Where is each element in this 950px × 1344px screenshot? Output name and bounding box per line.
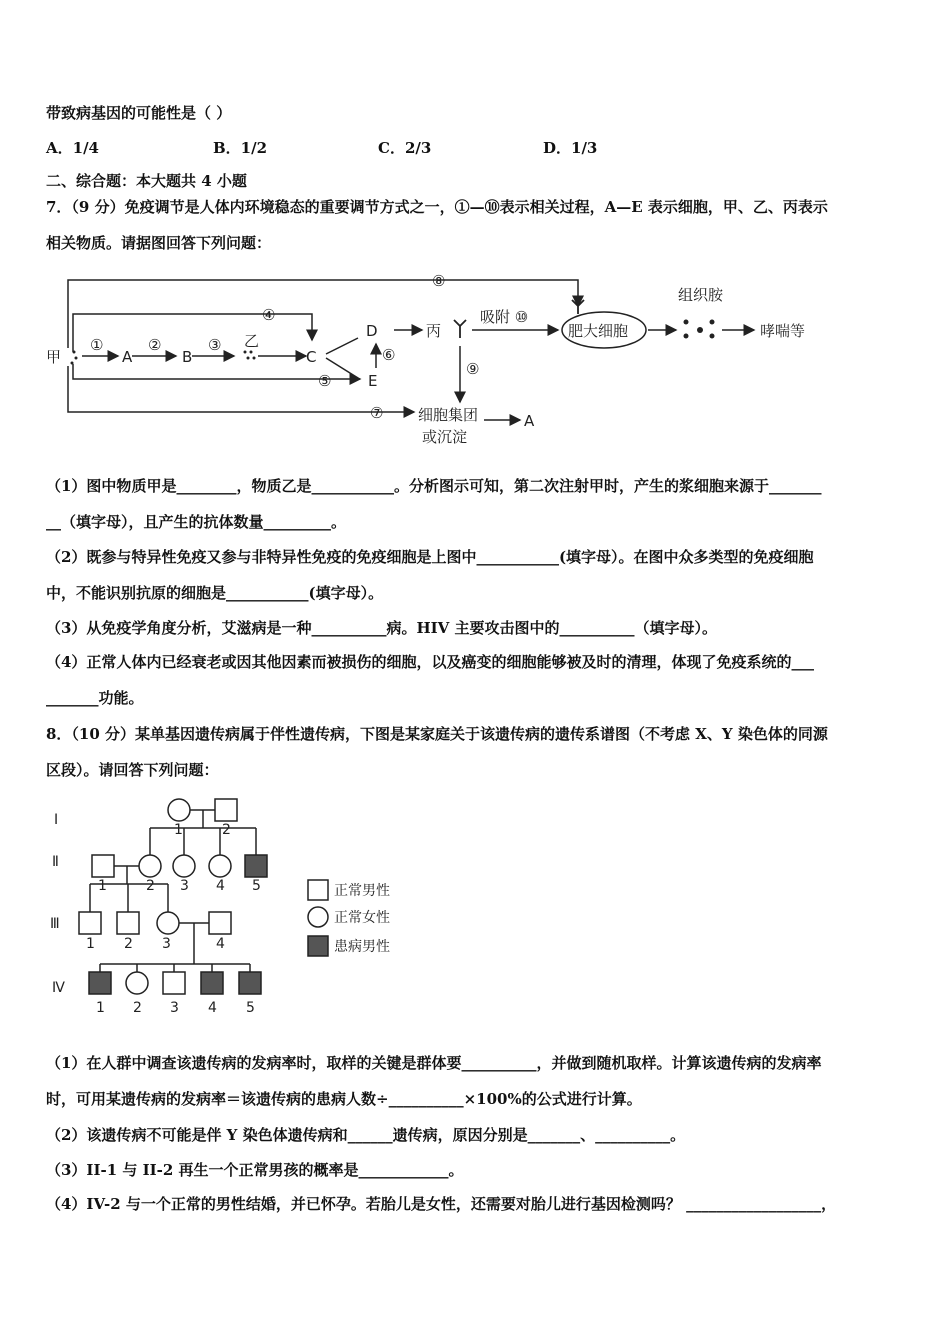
step-2: ②	[148, 336, 162, 354]
q7-part2-line2: 中，不能识别抗原的细胞是___________(填字母）。	[46, 584, 384, 602]
q7-part4-line2: _______功能。	[46, 689, 144, 707]
mast-cell: 肥大细胞	[568, 322, 629, 340]
cell-d: D	[366, 322, 378, 340]
svg-text:2: 2	[146, 878, 155, 894]
q6-option-b: B．1/2	[213, 139, 268, 157]
svg-text:5: 5	[246, 1000, 255, 1016]
svg-text:1: 1	[96, 1000, 105, 1016]
ii-5-affected-male	[245, 855, 267, 877]
q7-part3: （3）从免疫学角度分析，艾滋病是一种__________病。HIV 主要攻击图中的__________（填字母）。	[46, 619, 717, 637]
q7-stem-line2: 相关物质。请据图回答下列问题：	[46, 234, 272, 252]
q7-part1-line1: （1）图中物质甲是________，物质乙是___________。分析图示可知，第二次注射甲时，产生的浆细胞来源于_______	[46, 477, 822, 495]
step-8: ⑧	[432, 272, 446, 290]
q8-part1-line2: 时，可用某遗传病的发病率＝该遗传病的患病人数÷__________×100%的公式进行计算。	[46, 1090, 642, 1108]
step-4: ④	[262, 306, 276, 324]
cell-b: B	[182, 348, 193, 366]
gen-ii-label: Ⅱ	[52, 854, 59, 870]
cell-cluster-line2: 或沉淀	[422, 428, 468, 446]
q8-part1-line1: （1）在人群中调查该遗传病的发病率时，取样的关键是群体要__________，并做到随机取样。计算该遗传病的发病率	[46, 1054, 822, 1072]
svg-text:5: 5	[252, 878, 261, 894]
legend-affected-male-icon	[308, 936, 328, 956]
antibody-icon	[454, 320, 466, 338]
iv-5-affected-male	[239, 972, 261, 994]
iv-1-affected-male	[89, 972, 111, 994]
gen-i-label: Ⅰ	[54, 812, 59, 828]
svg-text:1: 1	[98, 878, 107, 894]
iv-2-normal-female	[126, 972, 148, 994]
svg-text:4: 4	[216, 936, 225, 952]
svg-text:1: 1	[174, 822, 183, 838]
histamine: 组织胺	[678, 286, 724, 304]
gen-iv-label: Ⅳ	[52, 980, 65, 996]
q8-stem-line1: 8．（10 分）某单基因遗传病属于伴性遗传病，下图是某家庭关于该遗传病的遗传系谱图（不考虑 X、Y 染色体的同源	[46, 725, 828, 743]
label-bing: 丙	[426, 322, 442, 340]
pedigree-chart	[40, 792, 420, 1032]
legend-affected-male: 患病男性	[334, 939, 390, 955]
q6-option-a: A．1/4	[46, 139, 99, 157]
label-yi: 乙	[244, 332, 260, 350]
iii-3-normal-female	[157, 912, 179, 934]
svg-text:1: 1	[86, 936, 95, 952]
step-7: ⑦	[370, 404, 384, 422]
cell-c: C	[306, 348, 317, 366]
cluster-end-a: A	[524, 412, 535, 430]
cell-e: E	[368, 372, 378, 390]
step-1: ①	[90, 336, 104, 354]
step-10-adsorb: 吸附 ⑩	[480, 308, 529, 326]
immune-regulation-diagram	[40, 268, 840, 453]
step-5: ⑤	[318, 372, 332, 390]
q6-option-d: D．1/3	[543, 139, 598, 157]
svg-text:4: 4	[216, 878, 225, 894]
q6-stem-tail: 带致病基因的可能性是（ ）	[46, 104, 232, 122]
svg-text:2: 2	[124, 936, 133, 952]
legend-normal-female: 正常女性	[334, 910, 390, 926]
gen-iii-label: Ⅲ	[50, 916, 60, 932]
q7-stem-line1: 7．（9 分）免疫调节是人体内环境稳态的重要调节方式之一，①—⑩表示相关过程，A—E 表示细胞，甲、乙、丙表示	[46, 198, 828, 216]
step-3: ③	[208, 336, 222, 354]
cell-cluster-line1: 细胞集团	[418, 406, 479, 424]
q8-part4: （4）IV-2 与一个正常的男性结婚，并已怀孕。若胎儿是女性，还需要对胎儿进行基因检测吗？ __________________，	[46, 1195, 837, 1213]
iii-4-normal-male	[209, 912, 231, 934]
step-9: ⑨	[466, 360, 480, 378]
label-jia: 甲	[46, 348, 62, 366]
cell-a: A	[122, 348, 133, 366]
i-2-normal-male	[215, 799, 237, 821]
iii-1-normal-male	[79, 912, 101, 934]
ii-2-normal-female	[139, 855, 161, 877]
iii-2-normal-male	[117, 912, 139, 934]
q6-option-c: C．2/3	[378, 139, 432, 157]
ii-1-normal-male	[92, 855, 114, 877]
section-title: 二、综合题：本大题共 4 小题	[46, 172, 247, 190]
svg-text:2: 2	[222, 822, 231, 838]
iv-3-normal-male	[163, 972, 185, 994]
legend-normal-female-icon	[308, 907, 328, 927]
legend-normal-male-icon	[308, 880, 328, 900]
svg-text:3: 3	[170, 1000, 179, 1016]
legend-normal-male: 正常男性	[334, 883, 390, 899]
q7-part2-line1: （2）既参与特异性免疫又参与非特异性免疫的免疫细胞是上图中___________(填字母）。在图中众多类型的免疫细胞	[46, 548, 814, 566]
step-6: ⑥	[382, 346, 396, 364]
svg-text:2: 2	[133, 1000, 142, 1016]
q8-part2: （2）该遗传病不可能是伴 Y 染色体遗传病和______遗传病，原因分别是_______、__________。	[46, 1126, 686, 1144]
svg-text:3: 3	[162, 936, 171, 952]
svg-text:3: 3	[180, 878, 189, 894]
svg-text:4: 4	[208, 1000, 217, 1016]
ii-4-normal-female	[209, 855, 231, 877]
asthma: 哮喘等	[760, 322, 806, 340]
iv-4-affected-male	[201, 972, 223, 994]
q8-part3: （3）II-1 与 II-2 再生一个正常男孩的概率是____________。	[46, 1161, 464, 1179]
q7-part4-line1: （4）正常人体内已经衰老或因其他因素而被损伤的细胞，以及癌变的细胞能够被及时的清理，体现了免疫系统的___	[46, 653, 814, 671]
ii-3-normal-female	[173, 855, 195, 877]
q8-stem-line2: 区段）。请回答下列问题：	[46, 761, 219, 779]
i-1-normal-female	[168, 799, 190, 821]
q7-part1-line2: __（填字母），且产生的抗体数量_________。	[46, 513, 347, 531]
